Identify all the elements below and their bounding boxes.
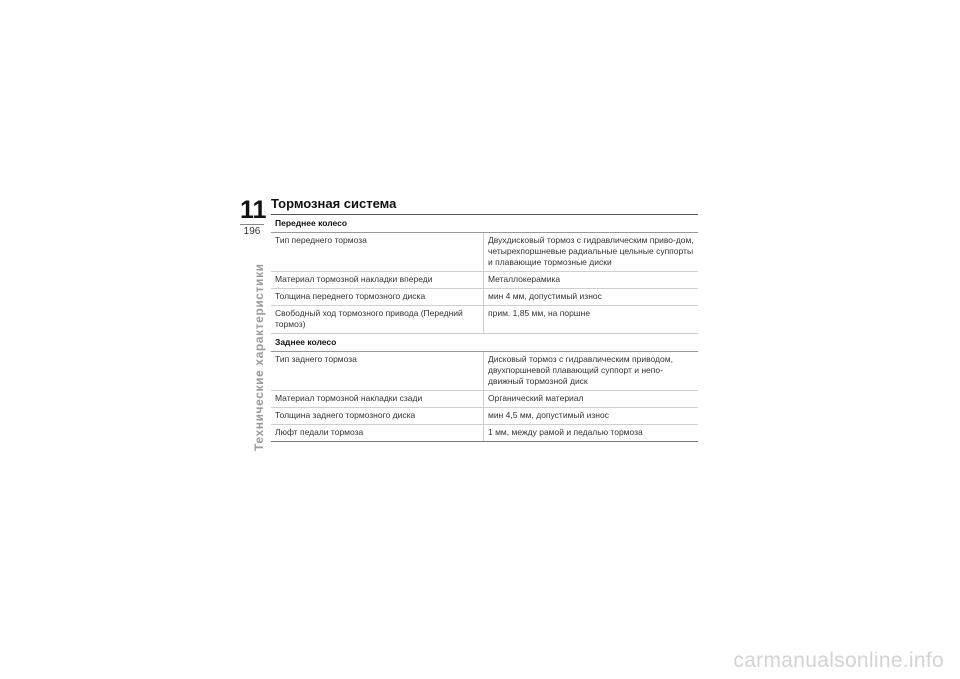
row-label: Свободный ход тормозного привода (Передний тормоз) [271, 306, 484, 333]
table-row [271, 391, 698, 408]
table-row [271, 408, 698, 425]
row-value: Металлокерамика [488, 274, 561, 284]
table-row [271, 233, 698, 272]
row-label: Тип переднего тормоза [271, 233, 484, 271]
table-row [271, 272, 698, 289]
row-label: Материал тормозной накладки сзади [271, 391, 484, 407]
row-value: Дисковый тормоз с гидравлическим приводом, двухпоршневой плавающий суппорт и непо-движный тормозной диск [488, 354, 673, 386]
row-value: Органический материал [488, 393, 584, 403]
row-value: мин 4 мм, допустимый износ [488, 291, 602, 301]
table-row [271, 306, 698, 334]
row-value: прим. 1,85 мм, на поршне [488, 308, 591, 318]
row-value: мин 4,5 мм, допустимый износ [488, 410, 609, 420]
section-title: Тормозная система [271, 196, 397, 211]
row-value: Двухдисковый тормоз с гидравлическим приво-дом, четырехпоршневые радиальные цельные суппорты и плавающие тормозные диски [488, 235, 694, 267]
table-row [271, 425, 698, 442]
row-label: Тип заднего тормоза [271, 352, 484, 390]
page-number: 196 [243, 226, 261, 237]
row-label: Толщина переднего тормозного диска [271, 289, 484, 305]
table-row [271, 289, 698, 306]
row-label: Толщина заднего тормозного диска [271, 408, 484, 424]
row-label: Люфт педали тормоза [271, 425, 484, 441]
row-label: Материал тормозной накладки впереди [271, 272, 484, 288]
watermark: carmanualsonline.info [733, 649, 944, 672]
group-header-front: Переднее колесо [271, 215, 698, 233]
row-value: 1 мм, между рамой и педалью тормоза [488, 427, 643, 437]
chapter-divider [240, 224, 264, 225]
group-header-rear: Заднее колесо [271, 334, 698, 352]
table-row [271, 352, 698, 391]
chapter-number: 11 [240, 196, 267, 224]
spec-table [271, 214, 698, 442]
side-chapter-title: Технические характеристики [252, 263, 266, 451]
